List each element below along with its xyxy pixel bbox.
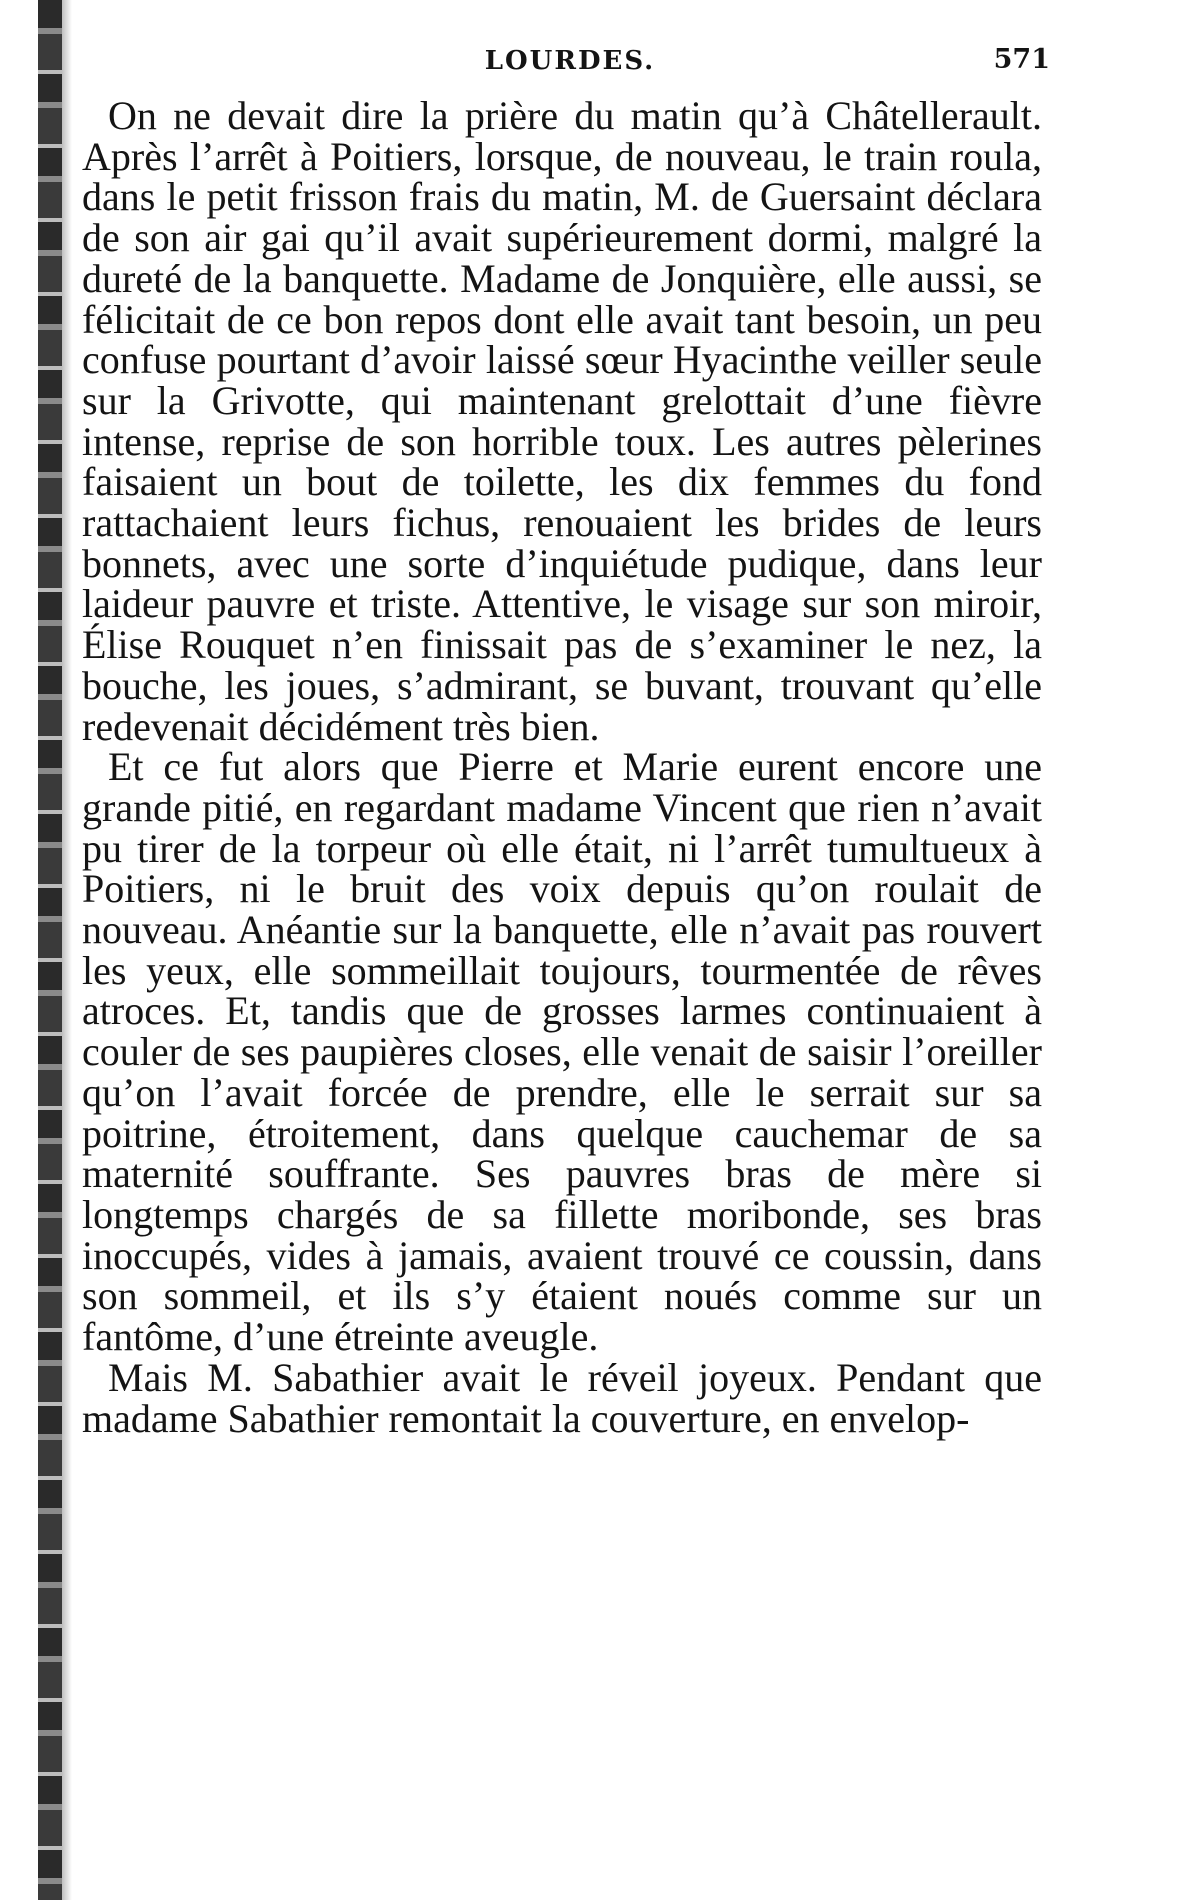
page-header xyxy=(90,42,1050,86)
paragraph: Et ce fut alors que Pierre et Marie eurent encore une grande pitié, en regardant madame Vincent que rien n’avait pu tirer de la torpeur où elle était, ni l’arrêt tumultueux à Poitiers, ni le bruit des voix depuis qu’on roulait de nouveau. Anéantie sur la banquette, elle n’avait pas rouvert les yeux, elle sommeillait toujours, tourmentée de rêves atroces. Et, tandis que de grosses larmes continuaient à couler de ses paupières closes, elle venait de saisir l’oreiller qu’on l’avait forcée de prendre, elle le serrait sur sa poitrine, étroitement, dans quelque cauchemar de sa maternité souffrante. Ses pauvres bras de mère si longtemps chargés de sa fillette moribonde, ses bras inoccupés, vides à jamais, avaient trouvé ce coussin, dans son sommeil, et ils s’y étaient noués comme sur un fantôme, d’une étreinte aveugle. xyxy=(82,744,1042,1360)
paragraph: On ne devait dire la prière du matin qu’à Châtellerault. Après l’arrêt à Poitiers, lorsque, de nouveau, le train roula, dans le petit frisson frais du matin, M. de Guersaint déclara de son air gai qu’il avait supérieurement dormi, malgré la dureté de la banquette. Madame de Jonquière, elle aussi, se félicitait de ce bon repos dont elle avait tant besoin, un peu confuse pourtant d’avoir laissé sœur Hyacinthe veiller seule sur la Grivotte, qui maintenant grelottait d’une fièvre intense, reprise de son horrible toux. Les autres pèlerines faisaient un bout de toilette, les dix femmes du fond rattachaient leurs fichus, renouaient les brides de leurs bonnets, avec une sorte d’inquiétude pudique, dans leur laideur pauvre et triste. Attentive, le visage sur son miroir, Élise Rouquet n’en finissait pas de s’examiner le nez, la bouche, les joues, s’admirant, se buvant, trouvant qu’elle redevenait décidément très bien. xyxy=(82,93,1042,749)
paragraph: Mais M. Sabathier avait le réveil joyeux. Pendant que madame Sabathier remontait la couverture, en envelop- xyxy=(82,1354,1042,1441)
body-text xyxy=(82,93,1042,1441)
running-title: LOURDES. xyxy=(484,46,656,76)
page-number: 571 xyxy=(993,44,1050,75)
binding-edge xyxy=(38,0,62,1900)
